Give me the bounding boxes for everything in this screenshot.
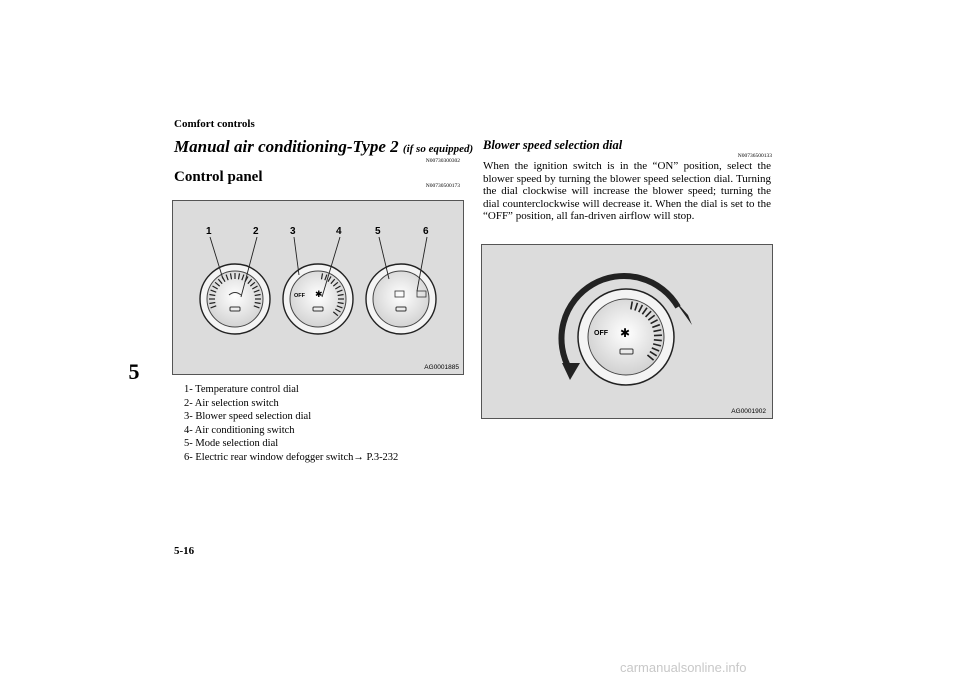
blower-body-text (483, 160, 771, 223)
legend-item: 1- Temperature control dial (184, 384, 299, 395)
control-panel-illustration (173, 201, 463, 374)
chapter-tab: 5 (118, 348, 150, 396)
section-header: Comfort controls (174, 118, 255, 130)
figure-code: AG0001902 (731, 408, 766, 415)
blower-dial-icon (283, 264, 353, 334)
title-main: Manual air conditioning-Type 2 (174, 137, 399, 156)
dial-tick (654, 340, 662, 341)
control-panel-code: N00730500173 (425, 183, 460, 189)
svg-text:✱: ✱ (315, 290, 323, 300)
legend-item: 4- Air conditioning switch (184, 424, 295, 436)
off-label: OFF (594, 330, 608, 337)
legend-item: 2- Air selection switch (184, 397, 279, 409)
callout-number: 2 (253, 226, 259, 237)
legend-item: 3- Blower speed selection dial (184, 411, 312, 422)
blower-figure (481, 244, 773, 419)
page-title (174, 137, 473, 157)
ac-icon: ✱ (620, 326, 631, 340)
callout-number: 6 (423, 226, 429, 237)
temperature-dial-icon (200, 264, 270, 334)
legend-item: 6- Electric rear window defogger switch→ P.3-232 (184, 451, 399, 463)
blower-heading: Blower speed selection dial (483, 138, 623, 152)
legend-list (184, 383, 398, 464)
off-label: OFF (294, 293, 305, 299)
callout-number: 3 (290, 226, 296, 237)
mode-dial-icon (366, 264, 436, 334)
control-panel-figure (172, 200, 464, 375)
callout-number: 5 (375, 226, 381, 237)
legend-item: 5- Mode selection dial (184, 438, 279, 449)
callout-number: 1 (206, 226, 212, 237)
figure-code: AG0001885 (424, 364, 459, 371)
control-panel-heading: Control panel (174, 169, 263, 185)
blower-dial-illustration (482, 245, 772, 418)
title-sub: (if so equipped) (402, 143, 474, 155)
blower-code: N00736500133 (737, 153, 772, 159)
page-number: 5-16 (174, 545, 195, 557)
watermark: carmanualsonline.info (620, 660, 747, 675)
callout-number: 4 (336, 226, 342, 237)
title-code: N00730300302 (425, 158, 460, 164)
blower-paragraph: When the ignition switch is in the “ON” position, select the blower speed by turning the blower speed selection dial. Turning the dial clockwise will increase the blower speed; turning the dial counterclockwise will decrease it. When the dial is set to the “OFF” position, all fan-driven airflow will stop. (483, 160, 771, 222)
